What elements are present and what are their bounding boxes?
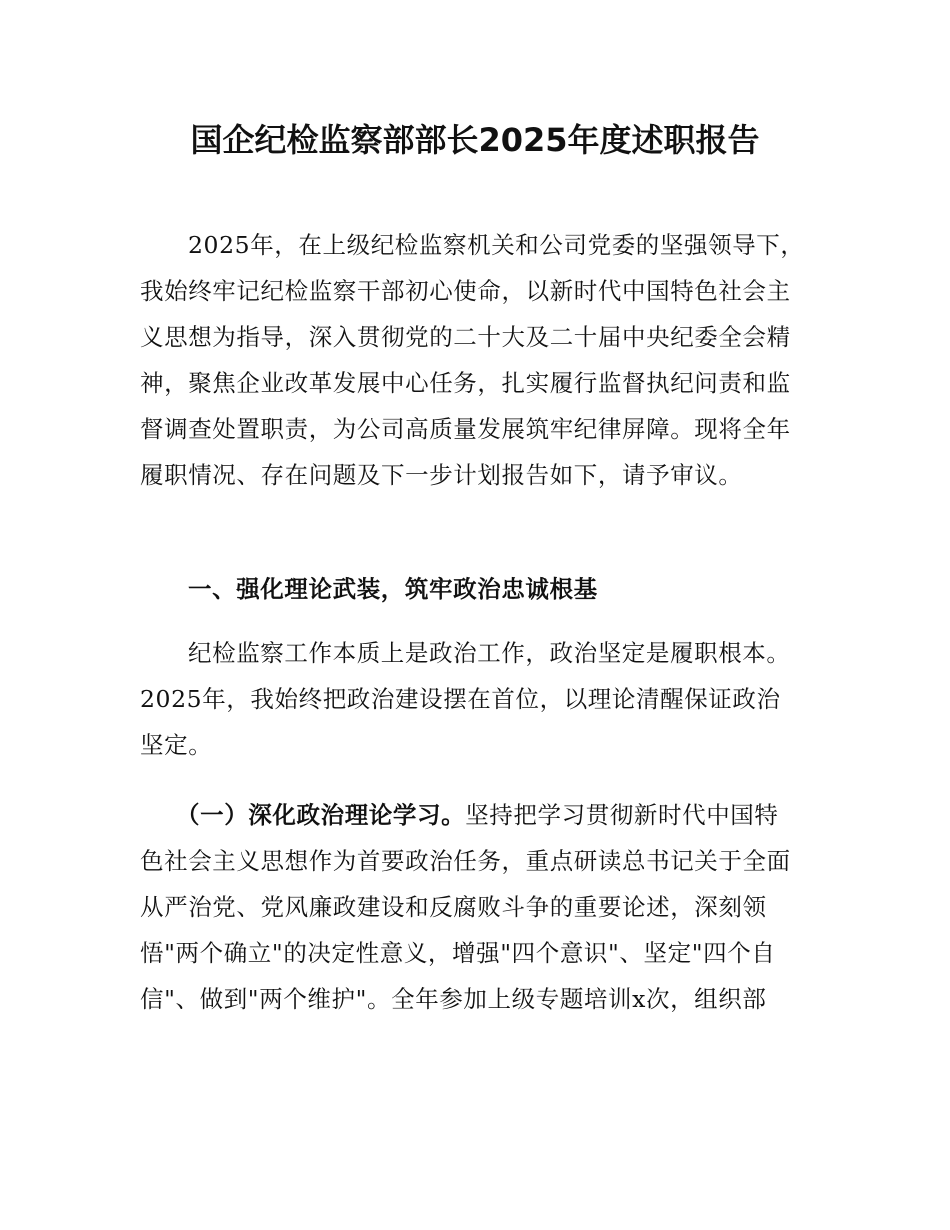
text-line: 色社会主义思想作为首要政治任务，重点研读总书记关于全面 [140, 847, 791, 875]
text-line: 坚持把学习贯彻新时代中国特 [465, 801, 779, 829]
text-line: 履职情况、存在问题及下一步计划报告如下，请予审议。 [140, 461, 743, 489]
text-line: 悟"两个确立"的决定性意义，增强"四个意识"、坚定"四个自 [140, 939, 776, 967]
text-line: 坚定。 [140, 731, 213, 759]
text-line: 从严治党、党风廉政建设和反腐败斗争的重要论述，深刻领 [140, 893, 767, 921]
text-line: 义思想为指导，深入贯彻党的二十大及二十届中央纪委全会精 [140, 323, 791, 351]
text-line: 2025年，我始终把政治建设摆在首位，以理论清醒保证政治 [140, 685, 781, 713]
text-line: 纪检监察工作本质上是政治工作，政治坚定是履职根本。 [188, 639, 791, 667]
intro-paragraph [140, 222, 820, 498]
subsection-heading: （一）深化政治理论学习。 [176, 801, 466, 829]
section-heading: 一、强化理论武装，筑牢政治忠诚根基 [188, 575, 598, 603]
text-line: 信"、做到"两个维护"。全年参加上级专题培训x次，组织部 [140, 985, 767, 1013]
subsection1-paragraph [140, 792, 820, 1022]
text-line: 神，聚焦企业改革发展中心任务，扎实履行监督执纪问责和监 [140, 369, 791, 397]
text-line: 2025年，在上级纪检监察机关和公司党委的坚强领导下， [188, 231, 805, 259]
section1-paragraph [140, 630, 820, 768]
text-line: 督调查处置职责，为公司高质量发展筑牢纪律屏障。现将全年 [140, 415, 791, 443]
text-line: 我始终牢记纪检监察干部初心使命，以新时代中国特色社会主 [140, 277, 791, 305]
document-title: 国企纪检监察部部长2025年度述职报告 [190, 121, 760, 159]
